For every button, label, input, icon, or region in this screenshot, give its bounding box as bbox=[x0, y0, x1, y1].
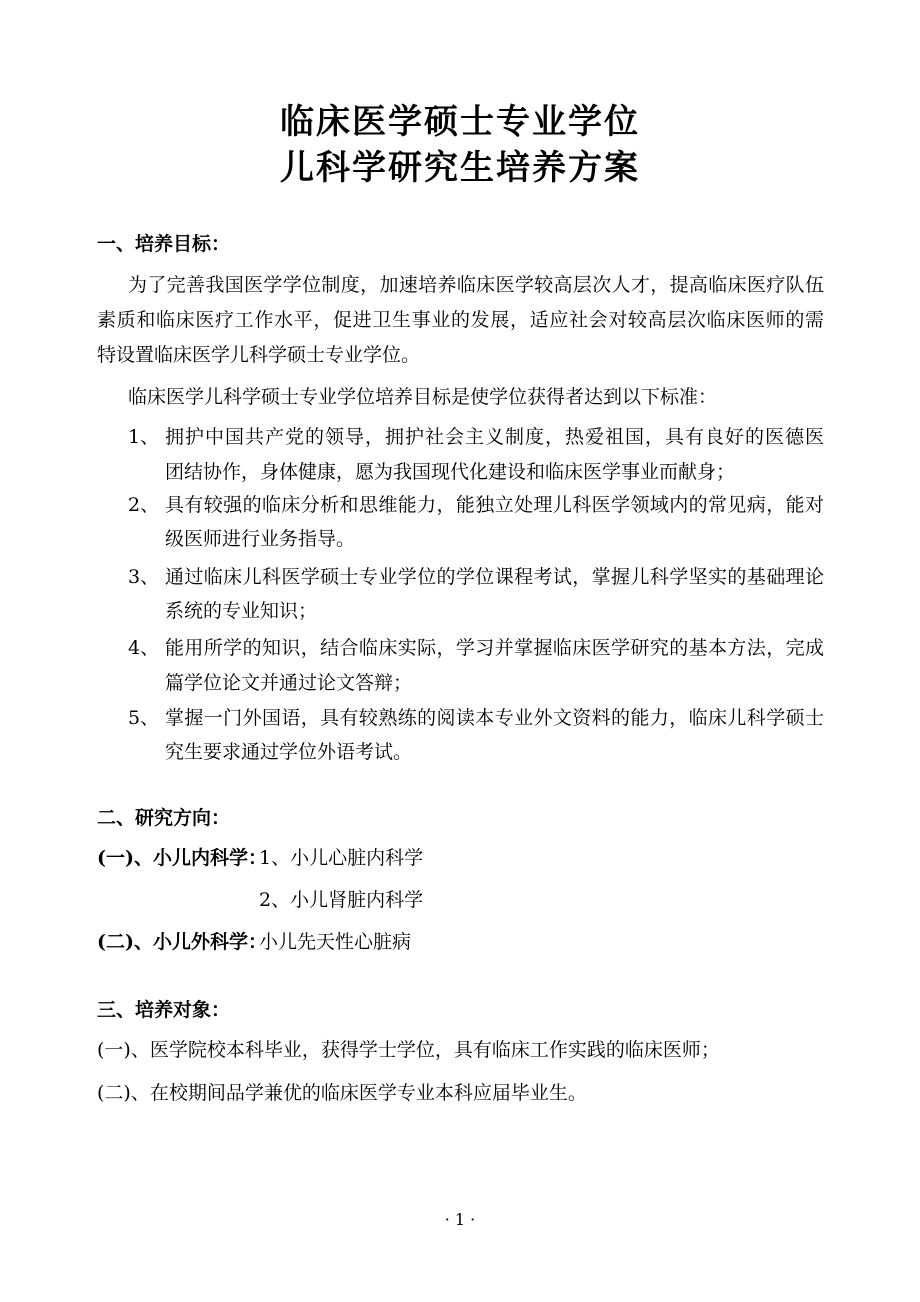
paragraph-line: 为了完善我国医学学位制度，加速培养临床医学较高层次人才，提高临床医疗队伍 bbox=[128, 274, 824, 296]
research-direction: 1、小儿心脏内科学 bbox=[259, 847, 424, 869]
section-heading-research: 二、研究方向： bbox=[97, 807, 231, 829]
list-item-line: 团结协作，身体健康，愿为我国现代化建设和临床医学事业而献身； bbox=[165, 461, 736, 483]
list-item-line: 通过临床儿科医学硕士专业学位的学位课程考试，掌握儿科学坚实的基础理论 bbox=[165, 566, 824, 588]
list-item-number: 4、 bbox=[128, 637, 160, 659]
list-item-line: 篇学位论文并通过论文答辩； bbox=[165, 672, 413, 694]
list-item-line: 能用所学的知识，结合临床实际，学习并掌握临床医学研究的基本方法，完成 bbox=[165, 637, 824, 659]
section-heading-objectives: 一、培养目标： bbox=[97, 233, 231, 255]
list-item-line: 系统的专业知识； bbox=[165, 600, 318, 622]
list-item-number: 2、 bbox=[128, 494, 160, 516]
research-direction: 小儿先天性心脏病 bbox=[259, 931, 412, 953]
subsection-label: (一)、小儿内科学： bbox=[97, 847, 267, 869]
list-item-number: 1、 bbox=[128, 426, 160, 448]
list-item-line: 掌握一门外国语，具有较熟练的阅读本专业外文资料的能力，临床儿科学硕士 bbox=[165, 707, 824, 729]
list-item-line: 拥护中国共产党的领导，拥护社会主义制度，热爱祖国，具有良好的医德医 bbox=[165, 426, 824, 448]
list-item-number: 5、 bbox=[128, 707, 160, 729]
document-title-line-2: 儿科学研究生培养方案 bbox=[280, 148, 640, 188]
candidate-item: (二)、在校期间品学兼优的临床医学专业本科应届毕业生。 bbox=[97, 1082, 587, 1104]
list-item-line: 究生要求通过学位外语考试。 bbox=[165, 741, 413, 763]
section-heading-candidates: 三、培养对象： bbox=[97, 999, 231, 1021]
list-item-line: 级医师进行业务指导。 bbox=[165, 528, 356, 550]
candidate-item: (一)、医学院校本科毕业，获得学士学位，具有临床工作实践的临床医师； bbox=[97, 1039, 720, 1061]
subsection-label: (二)、小儿外科学： bbox=[97, 931, 267, 953]
paragraph-line: 特设置临床医学儿科学硕士专业学位。 bbox=[97, 344, 421, 366]
paragraph-line: 临床医学儿科学硕士专业学位培养目标是使学位获得者达到以下标准： bbox=[128, 386, 718, 408]
list-item-number: 3、 bbox=[128, 566, 160, 588]
research-direction: 2、小儿肾脏内科学 bbox=[259, 889, 424, 911]
list-item-line: 具有较强的临床分析和思维能力，能独立处理儿科医学领域内的常见病，能对 bbox=[165, 494, 824, 516]
paragraph-line: 素质和临床医疗工作水平，促进卫生事业的发展，适应社会对较高层次临床医师的需 bbox=[97, 309, 824, 331]
document-title-line-1: 临床医学硕士专业学位 bbox=[280, 102, 640, 142]
page-number: · 1 · bbox=[444, 1210, 476, 1229]
